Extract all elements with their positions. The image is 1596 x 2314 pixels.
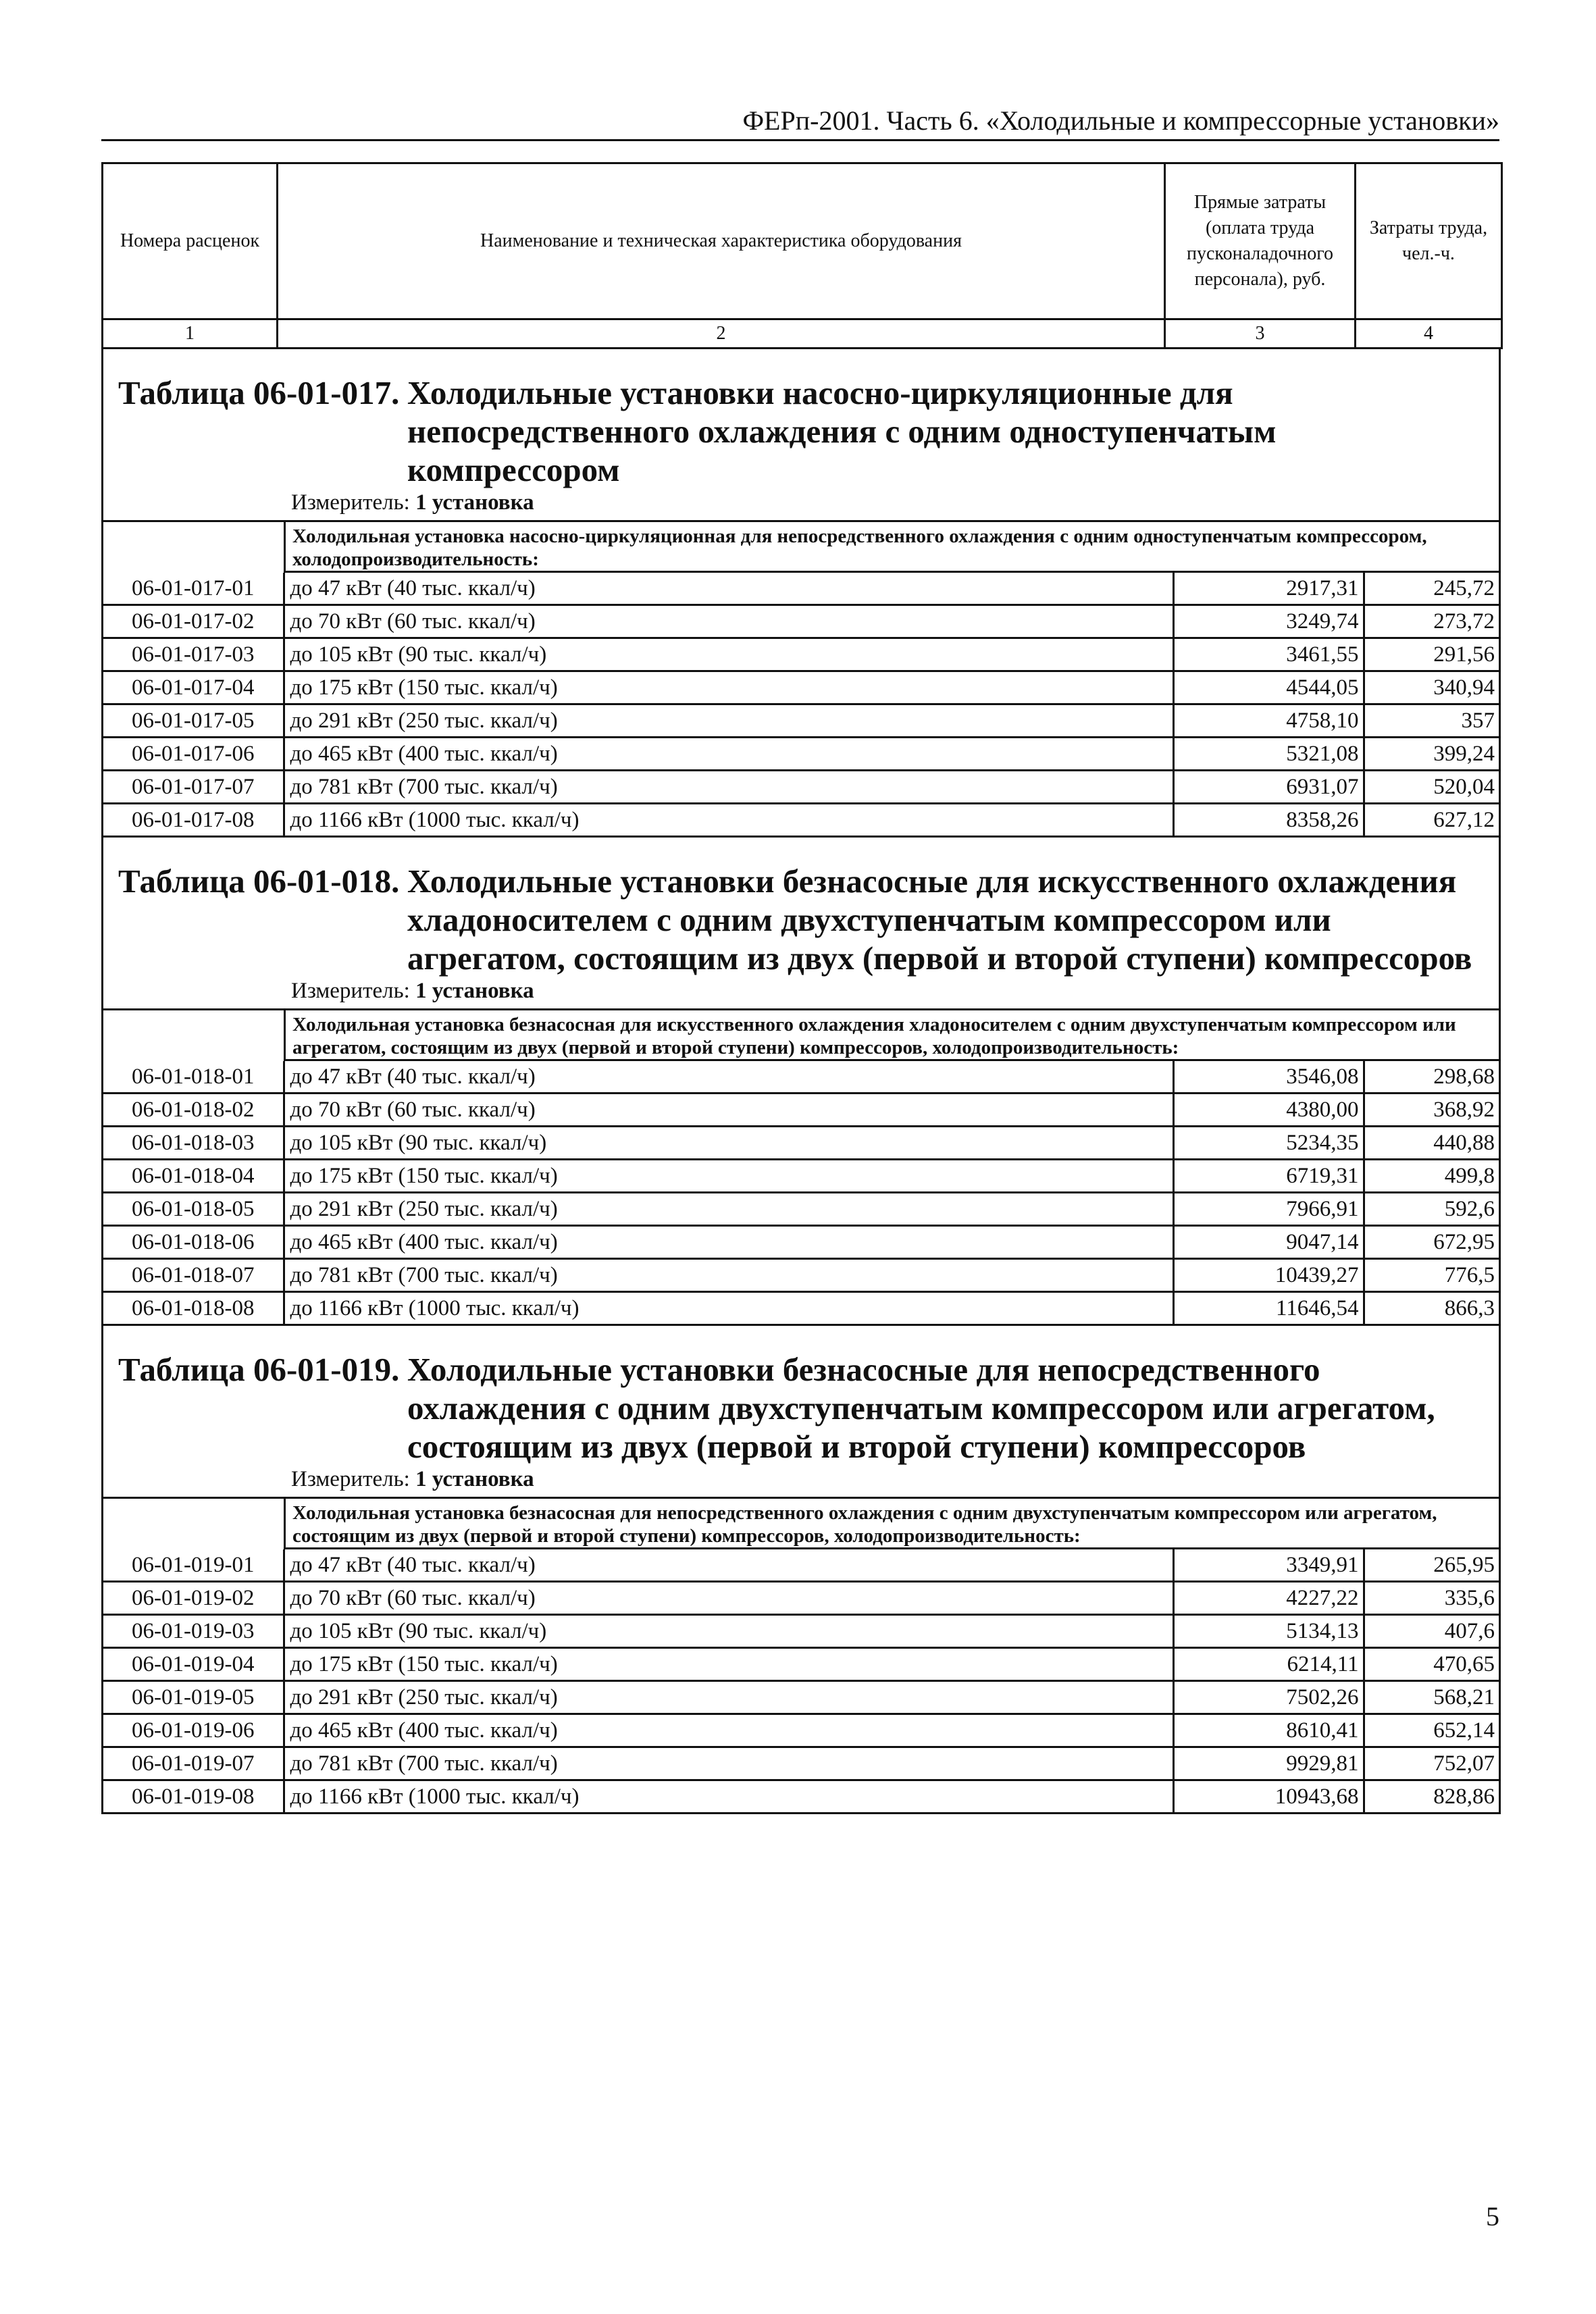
direct-cost-cell: 8610,41 xyxy=(1173,1714,1364,1747)
rate-code-cell: 06-01-017-04 xyxy=(103,671,284,704)
unit-of-measure xyxy=(103,489,1499,522)
rate-code-cell: 06-01-017-08 xyxy=(103,804,284,837)
rate-code-cell: 06-01-019-03 xyxy=(103,1615,284,1648)
meter-label: Измеритель: xyxy=(291,979,410,1003)
rate-code-cell: 06-01-018-02 xyxy=(103,1094,284,1127)
table-row xyxy=(103,1061,1499,1094)
rate-code-cell: 06-01-019-01 xyxy=(103,1549,284,1582)
table-title xyxy=(103,374,1499,489)
direct-cost-cell: 4758,10 xyxy=(1173,704,1364,738)
direct-cost-cell: 9929,81 xyxy=(1173,1747,1364,1780)
equipment-name-cell: до 175 кВт (150 тыс. ккал/ч) xyxy=(284,1648,1173,1681)
direct-cost-cell: 11646,54 xyxy=(1173,1292,1364,1325)
labor-cost-cell: 407,6 xyxy=(1364,1615,1499,1648)
direct-cost-cell: 7502,26 xyxy=(1173,1681,1364,1714)
labor-cost-cell: 866,3 xyxy=(1364,1292,1499,1325)
direct-cost-cell: 5234,35 xyxy=(1173,1127,1364,1160)
equipment-name-cell: до 175 кВт (150 тыс. ккал/ч) xyxy=(284,671,1173,704)
table-row xyxy=(103,638,1499,671)
column-header-name: Наименование и техническая характеристика оборудования xyxy=(278,163,1165,319)
equipment-name-cell: до 781 кВт (700 тыс. ккал/ч) xyxy=(284,771,1173,804)
equipment-name-cell: до 1166 кВт (1000 тыс. ккал/ч) xyxy=(284,1780,1173,1814)
direct-cost-cell: 4544,05 xyxy=(1173,671,1364,704)
table-row xyxy=(103,704,1499,738)
labor-cost-cell: 368,92 xyxy=(1364,1094,1499,1127)
table-number: Таблица 06-01-019. xyxy=(118,1351,400,1388)
labor-cost-cell: 520,04 xyxy=(1364,771,1499,804)
labor-cost-cell: 273,72 xyxy=(1364,605,1499,638)
meter-value: 1 установка xyxy=(415,1467,534,1491)
labor-cost-cell: 357 xyxy=(1364,704,1499,738)
table-row xyxy=(103,1549,1499,1582)
direct-cost-cell: 4227,22 xyxy=(1173,1582,1364,1615)
labor-cost-cell: 752,07 xyxy=(1364,1747,1499,1780)
labor-cost-cell: 298,68 xyxy=(1364,1061,1499,1094)
rate-code-cell: 06-01-017-07 xyxy=(103,771,284,804)
direct-cost-cell: 10439,27 xyxy=(1173,1259,1364,1292)
rate-code-cell: 06-01-018-05 xyxy=(103,1193,284,1226)
table-number: Таблица 06-01-018. xyxy=(118,863,400,900)
labor-cost-cell: 776,5 xyxy=(1364,1259,1499,1292)
table-heading: Холодильные установки безнасосные для искусственного охлаждения хладоносителем с одним двухступенчатым компрессором или агрегатом, состоящим из двух (первой и второй ступени) компрессоров xyxy=(407,863,1472,977)
table-row xyxy=(103,1747,1499,1780)
equipment-name-cell: до 70 кВт (60 тыс. ккал/ч) xyxy=(284,605,1173,638)
table-number: Таблица 06-01-017. xyxy=(118,374,400,411)
rate-code-cell: 06-01-017-02 xyxy=(103,605,284,638)
direct-cost-cell: 5321,08 xyxy=(1173,738,1364,771)
rates-table xyxy=(103,573,1499,838)
equipment-name-cell: до 105 кВт (90 тыс. ккал/ч) xyxy=(284,1127,1173,1160)
labor-cost-cell: 335,6 xyxy=(1364,1582,1499,1615)
labor-cost-cell: 499,8 xyxy=(1364,1160,1499,1193)
direct-cost-cell: 3546,08 xyxy=(1173,1061,1364,1094)
direct-cost-cell: 6931,07 xyxy=(1173,771,1364,804)
equipment-name-cell: до 175 кВт (150 тыс. ккал/ч) xyxy=(284,1160,1173,1193)
rate-code-cell: 06-01-017-06 xyxy=(103,738,284,771)
meter-label: Измеритель: xyxy=(291,1467,410,1491)
table-row xyxy=(103,1193,1499,1226)
equipment-name-cell: до 105 кВт (90 тыс. ккал/ч) xyxy=(284,1615,1173,1648)
table-section-019 xyxy=(101,1326,1501,1814)
rate-code-cell: 06-01-019-05 xyxy=(103,1681,284,1714)
table-row xyxy=(103,1681,1499,1714)
equipment-name-cell: до 291 кВт (250 тыс. ккал/ч) xyxy=(284,1681,1173,1714)
labor-cost-cell: 245,72 xyxy=(1364,573,1499,605)
unit-of-measure xyxy=(103,1466,1499,1499)
table-row xyxy=(103,1582,1499,1615)
direct-cost-cell: 3349,91 xyxy=(1173,1549,1364,1582)
column-header-codes: Номера расценок xyxy=(103,163,278,319)
table-row xyxy=(103,1259,1499,1292)
table-title xyxy=(103,862,1499,977)
table-row xyxy=(103,1226,1499,1259)
column-number-1: 1 xyxy=(103,319,278,349)
table-row xyxy=(103,1714,1499,1747)
direct-cost-cell: 8358,26 xyxy=(1173,804,1364,837)
equipment-name-cell: до 47 кВт (40 тыс. ккал/ч) xyxy=(284,573,1173,605)
labor-cost-cell: 627,12 xyxy=(1364,804,1499,837)
labor-cost-cell: 568,21 xyxy=(1364,1681,1499,1714)
labor-cost-cell: 592,6 xyxy=(1364,1193,1499,1226)
labor-cost-cell: 652,14 xyxy=(1364,1714,1499,1747)
direct-cost-cell: 3249,74 xyxy=(1173,605,1364,638)
equipment-name-cell: до 70 кВт (60 тыс. ккал/ч) xyxy=(284,1094,1173,1127)
meter-value: 1 установка xyxy=(415,979,534,1003)
direct-cost-cell: 9047,14 xyxy=(1173,1226,1364,1259)
rate-code-cell: 06-01-019-07 xyxy=(103,1747,284,1780)
equipment-name-cell: до 465 кВт (400 тыс. ккал/ч) xyxy=(284,738,1173,771)
equipment-name-cell: до 465 кВт (400 тыс. ккал/ч) xyxy=(284,1714,1173,1747)
equipment-name-cell: до 291 кВт (250 тыс. ккал/ч) xyxy=(284,1193,1173,1226)
equipment-name-cell: до 47 кВт (40 тыс. ккал/ч) xyxy=(284,1061,1173,1094)
table-row xyxy=(103,738,1499,771)
direct-cost-cell: 10943,68 xyxy=(1173,1780,1364,1814)
column-header-table xyxy=(101,162,1503,349)
page-number: 5 xyxy=(1486,2201,1499,2232)
table-heading: Холодильные установки безнасосные для непосредственного охлаждения с одним двухступенчатым компрессором или агрегатом, состоящим из двух (первой и второй ступени) компрессоров xyxy=(407,1351,1435,1465)
equipment-name-cell: до 47 кВт (40 тыс. ккал/ч) xyxy=(284,1549,1173,1582)
rate-code-cell: 06-01-019-08 xyxy=(103,1780,284,1814)
rates-sheet xyxy=(101,162,1501,1814)
rate-code-cell: 06-01-018-06 xyxy=(103,1226,284,1259)
table-row xyxy=(103,1648,1499,1681)
direct-cost-cell: 5134,13 xyxy=(1173,1615,1364,1648)
table-row xyxy=(103,1160,1499,1193)
column-number-4: 4 xyxy=(1356,319,1502,349)
table-row xyxy=(103,1780,1499,1814)
table-row xyxy=(103,771,1499,804)
equipment-name-cell: до 70 кВт (60 тыс. ккал/ч) xyxy=(284,1582,1173,1615)
direct-cost-cell: 6719,31 xyxy=(1173,1160,1364,1193)
table-row xyxy=(103,1292,1499,1325)
column-header-labor: Затраты труда, чел.-ч. xyxy=(1356,163,1502,319)
rate-code-cell: 06-01-018-04 xyxy=(103,1160,284,1193)
rate-code-cell: 06-01-017-05 xyxy=(103,704,284,738)
labor-cost-cell: 291,56 xyxy=(1364,638,1499,671)
table-row xyxy=(103,1094,1499,1127)
equipment-name-cell: до 781 кВт (700 тыс. ккал/ч) xyxy=(284,1259,1173,1292)
labor-cost-cell: 399,24 xyxy=(1364,738,1499,771)
rate-code-cell: 06-01-017-01 xyxy=(103,573,284,605)
labor-cost-cell: 440,88 xyxy=(1364,1127,1499,1160)
table-row xyxy=(103,605,1499,638)
rates-table xyxy=(103,1061,1499,1326)
labor-cost-cell: 828,86 xyxy=(1364,1780,1499,1814)
table-title xyxy=(103,1350,1499,1466)
rates-table xyxy=(103,1549,1499,1814)
direct-cost-cell: 3461,55 xyxy=(1173,638,1364,671)
header-rule xyxy=(101,139,1499,141)
equipment-description: Холодильная установка безнасосная для непосредственного охлаждения с одним двухступенчатым компрессором или агрегатом, состоящим из двух (первой и второй ступени) компрессоров, холодопроизводительность: xyxy=(284,1499,1499,1549)
equipment-name-cell: до 1166 кВт (1000 тыс. ккал/ч) xyxy=(284,1292,1173,1325)
equipment-description: Холодильная установка безнасосная для искусственного охлаждения хладоносителем с одним двухступенчатым компрессором или агрегатом, состоящим из двух (первой и второй ступени) компрессоров, холодопроизводительность: xyxy=(284,1010,1499,1061)
rate-code-cell: 06-01-018-08 xyxy=(103,1292,284,1325)
equipment-name-cell: до 1166 кВт (1000 тыс. ккал/ч) xyxy=(284,804,1173,837)
direct-cost-cell: 2917,31 xyxy=(1173,573,1364,605)
rate-code-cell: 06-01-018-03 xyxy=(103,1127,284,1160)
rate-code-cell: 06-01-017-03 xyxy=(103,638,284,671)
labor-cost-cell: 265,95 xyxy=(1364,1549,1499,1582)
table-row xyxy=(103,1615,1499,1648)
labor-cost-cell: 340,94 xyxy=(1364,671,1499,704)
direct-cost-cell: 7966,91 xyxy=(1173,1193,1364,1226)
rate-code-cell: 06-01-018-01 xyxy=(103,1061,284,1094)
rate-code-cell: 06-01-018-07 xyxy=(103,1259,284,1292)
table-row xyxy=(103,804,1499,837)
rate-code-cell: 06-01-019-02 xyxy=(103,1582,284,1615)
labor-cost-cell: 470,65 xyxy=(1364,1648,1499,1681)
rate-code-cell: 06-01-019-06 xyxy=(103,1714,284,1747)
table-row xyxy=(103,573,1499,605)
equipment-name-cell: до 291 кВт (250 тыс. ккал/ч) xyxy=(284,704,1173,738)
equipment-name-cell: до 105 кВт (90 тыс. ккал/ч) xyxy=(284,638,1173,671)
column-number-3: 3 xyxy=(1165,319,1356,349)
running-header: ФЕРп-2001. Часть 6. «Холодильные и компрессорные установки» xyxy=(742,105,1499,136)
labor-cost-cell: 672,95 xyxy=(1364,1226,1499,1259)
equipment-description: Холодильная установка насосно-циркуляционная для непосредственного охлаждения с одним одноступенчатым компрессором, холодопроизводительность: xyxy=(284,522,1499,573)
meter-value: 1 установка xyxy=(415,490,534,515)
meter-label: Измеритель: xyxy=(291,490,410,515)
direct-cost-cell: 4380,00 xyxy=(1173,1094,1364,1127)
rate-code-cell: 06-01-019-04 xyxy=(103,1648,284,1681)
table-section-018 xyxy=(101,838,1501,1326)
column-number-2: 2 xyxy=(278,319,1165,349)
equipment-name-cell: до 465 кВт (400 тыс. ккал/ч) xyxy=(284,1226,1173,1259)
unit-of-measure xyxy=(103,977,1499,1010)
column-header-direct-costs: Прямые затраты (оплата труда пусконаладочного персонала), руб. xyxy=(1165,163,1356,319)
table-section-017 xyxy=(101,349,1501,838)
table-heading: Холодильные установки насосно-циркуляционные для непосредственного охлаждения с одним одноступенчатым компрессором xyxy=(407,374,1277,488)
table-row xyxy=(103,1127,1499,1160)
equipment-name-cell: до 781 кВт (700 тыс. ккал/ч) xyxy=(284,1747,1173,1780)
direct-cost-cell: 6214,11 xyxy=(1173,1648,1364,1681)
table-row xyxy=(103,671,1499,704)
